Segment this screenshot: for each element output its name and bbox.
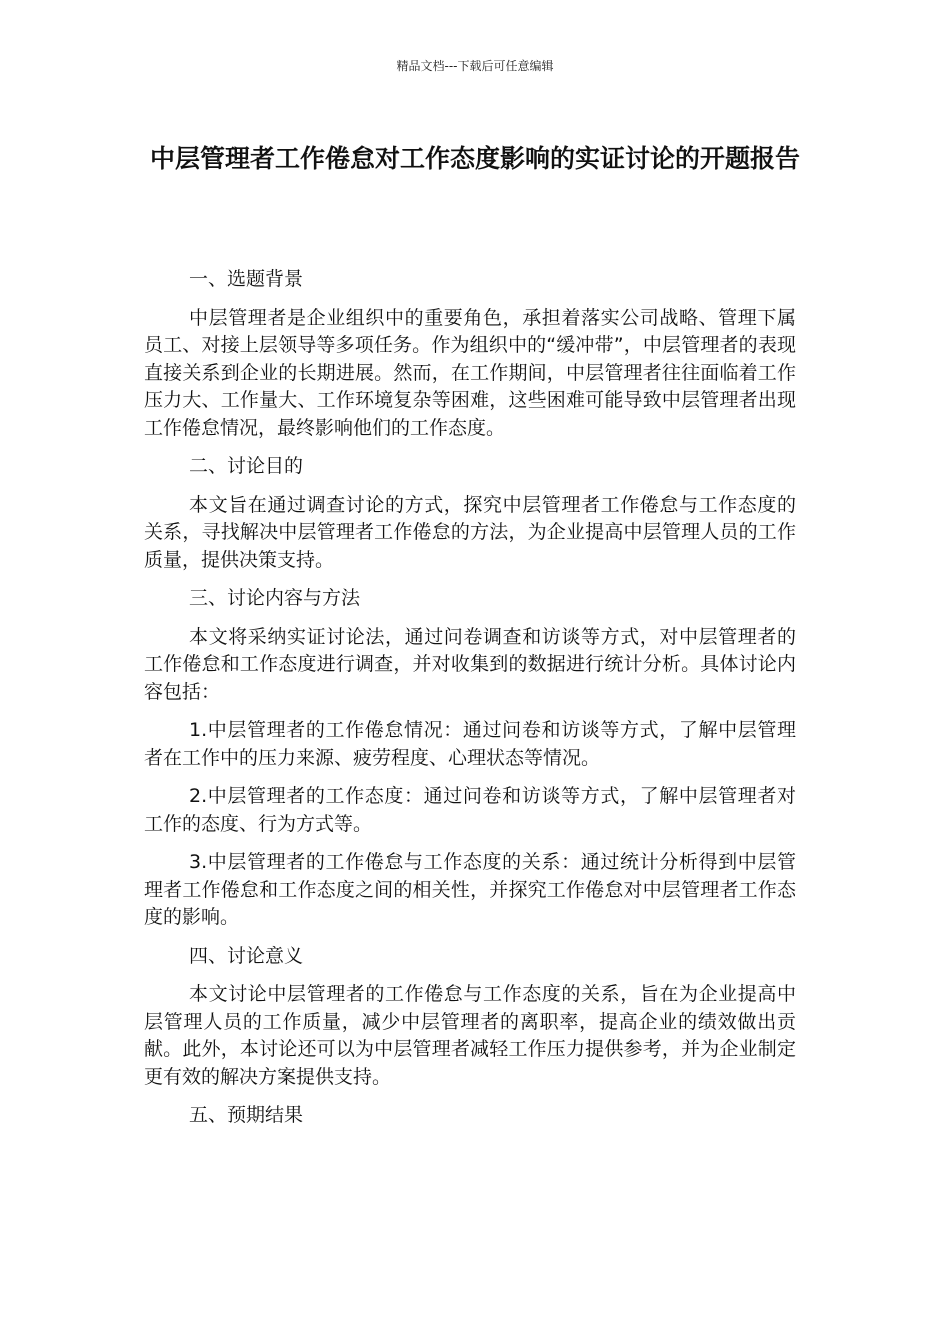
section-expected-results	[144, 1102, 796, 1130]
paragraph: 本文讨论中层管理者的工作倦怠与工作态度的关系，旨在为企业提高中层管理人员的工作质量，减少中层管理者的离职率，提高企业的绩效做出贡献。此外，本讨论还可以为中层管理者减轻工作压力提供参考，并为企业制定更有效的解决方案提供支持。	[144, 983, 796, 1088]
paragraph: 本文将采纳实证讨论法，通过问卷调查和访谈等方式，对中层管理者的工作倦怠和工作态度进行调查，并对收集到的数据进行统计分析。具体讨论内容包括：	[144, 625, 796, 703]
section-heading: 五、预期结果	[189, 1104, 304, 1126]
section-significance	[144, 943, 796, 1092]
section-content-methods	[144, 585, 796, 932]
document-title: 中层管理者工作倦怠对工作态度影响的实证讨论的开题报告	[149, 144, 800, 173]
list-item: 1.中层管理者的工作倦怠情况：通过问卷和访谈等方式，了解中层管理者在工作中的压力来源、疲劳程度、心理状态等情况。	[144, 719, 796, 769]
section-purpose	[144, 453, 796, 574]
paragraph: 本文旨在通过调查讨论的方式，探究中层管理者工作倦怠与工作态度的关系，寻找解决中层管理者工作倦怠的方法，为企业提高中层管理人员的工作质量，提供决策支持。	[144, 493, 796, 571]
section-background	[144, 266, 796, 442]
document-body	[144, 266, 796, 1141]
paragraph: 中层管理者是企业组织中的重要角色，承担着落实公司战略、管理下属员工、对接上层领导等多项任务。作为组织中的“缓冲带”，中层管理者的表现直接关系到企业的长期进展。然而，在工作期间，中层管理者往往面临着工作压力大、工作量大、工作环境复杂等困难，这些困难可能导致中层管理者出现工作倦怠情况，最终影响他们的工作态度。	[144, 306, 796, 439]
section-heading: 一、选题背景	[189, 268, 304, 290]
page-header-note: 精品文档---下载后可任意编辑	[396, 59, 554, 73]
section-heading: 二、讨论目的	[189, 455, 304, 477]
section-heading: 四、讨论意义	[189, 944, 304, 967]
section-heading: 三、讨论内容与方法	[189, 587, 361, 609]
list-item: 3.中层管理者的工作倦怠与工作态度的关系：通过统计分析得到中层管理者工作倦怠和工作态度之间的相关性，并探究工作倦怠对中层管理者工作态度的影响。	[144, 851, 796, 928]
list-item: 2.中层管理者的工作态度：通过问卷和访谈等方式，了解中层管理者对工作的态度、行为方式等。	[144, 785, 796, 835]
